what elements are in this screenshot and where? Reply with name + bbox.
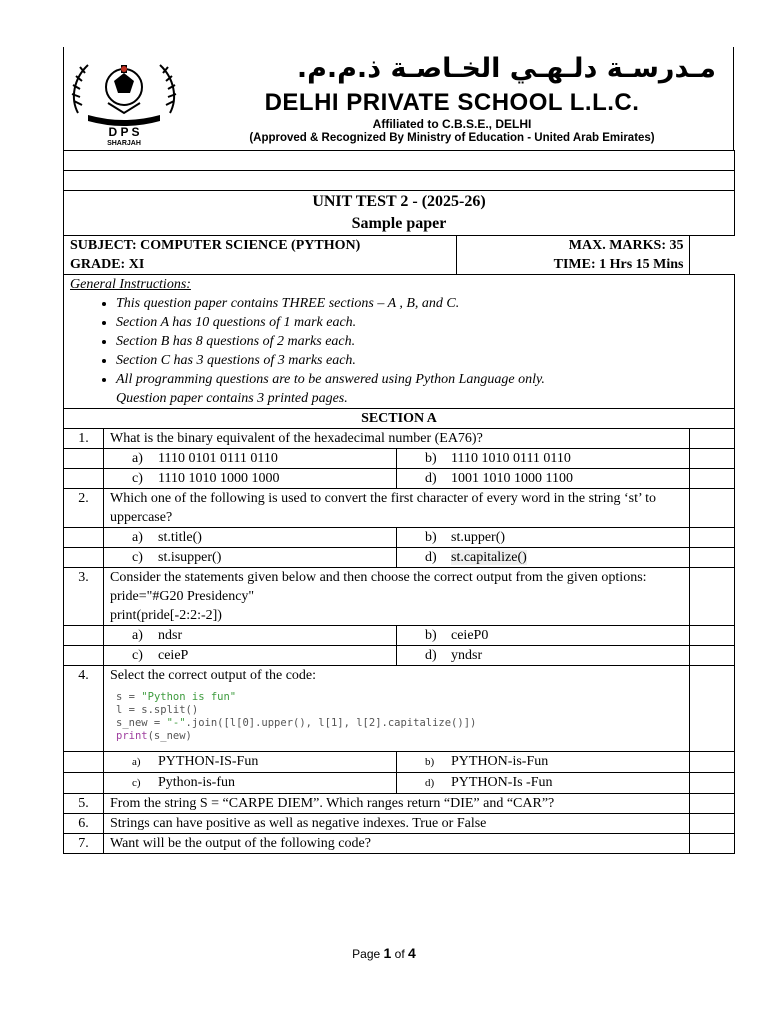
option-b: b) ceieP0 — [397, 626, 690, 646]
question-number: 6. — [64, 814, 104, 834]
question-number: 1. — [64, 429, 104, 449]
marks-cell — [690, 429, 735, 449]
option-a: a) st.title() — [104, 528, 397, 548]
option-c: c) 1110 1010 1000 1000 — [104, 469, 397, 489]
option-c: c) Python-is-fun — [104, 773, 397, 794]
question-text: Select the correct output of the code: — [110, 668, 317, 683]
option-d: d) 1001 1010 1000 1100 — [397, 469, 690, 489]
option-d: d) PYTHON-Is -Fun — [397, 773, 690, 794]
of-word: of — [394, 947, 405, 961]
instruction-item: • All programming questions are to be answered using Python Language only. — [116, 370, 728, 389]
approval-text: (Approved & Recognized By Ministry of Education - United Arab Emirates) — [249, 132, 655, 144]
question-number: 4. — [64, 666, 104, 752]
question-number: 3. — [64, 568, 104, 626]
option-c: c) st.isupper() — [104, 548, 397, 568]
instruction-item: • Section C has 3 questions of 3 marks each. — [116, 351, 728, 370]
question-text: Strings can have positive as well as negative indexes. True or False — [104, 814, 690, 834]
grade-label: GRADE: XI — [70, 257, 145, 272]
option-a: a) PYTHON-IS-Fun — [104, 752, 397, 773]
option-d: d) st.capitalize() — [397, 548, 690, 568]
school-header — [63, 47, 734, 150]
code-line: print(pride[-2:2:-2]) — [110, 608, 222, 623]
marks-time-box — [456, 236, 684, 274]
instructions-list — [70, 294, 728, 389]
pages-note: Question paper contains 3 printed pages. — [116, 391, 348, 406]
total-pages: 4 — [408, 945, 416, 961]
question-text: Consider the statements given below and then choose the correct output from the given options: — [110, 570, 647, 585]
option-a: a) 1110 0101 0111 0110 — [104, 449, 397, 469]
page-word: Page — [352, 947, 381, 961]
logo-text: D P S — [108, 125, 140, 139]
spacer-row — [64, 151, 735, 171]
section-a-heading: SECTION A — [64, 409, 735, 429]
school-name-arabic: مـدرسـة دلـهـي الخـاصـة ذ.م.م. — [296, 53, 716, 84]
option-b: b) PYTHON-is-Fun — [397, 752, 690, 773]
option-c: c) ceieP — [104, 646, 397, 666]
option-b: b) st.upper() — [397, 528, 690, 548]
max-marks-label: MAX. MARKS: 35 — [568, 237, 684, 253]
instruction-item: • This question paper contains THREE sections – A , B, and C. — [116, 294, 728, 313]
option-d: d) yndsr — [397, 646, 690, 666]
time-label: TIME: 1 Hrs 15 Mins — [553, 256, 684, 272]
question-number: 5. — [64, 794, 104, 814]
code-snippet: s = "Python is fun" l = s.split() s_new = "-".join([l[0].upper(), l[1], l[2].capitalize()]) print(s_new) — [116, 691, 477, 742]
question-text: What is the binary equivalent of the hexadecimal number (EA76)? — [104, 429, 690, 449]
code-line: pride="#G20 Presidency" — [110, 589, 255, 604]
school-name: DELHI PRIVATE SCHOOL L.L.C. — [264, 89, 640, 116]
instruction-item: • Section A has 10 questions of 1 mark each. — [116, 313, 728, 332]
spacer-row — [64, 171, 735, 191]
page-number: 1 — [383, 945, 392, 961]
instruction-item: • Section B has 8 questions of 2 marks each. — [116, 332, 728, 351]
instructions-heading: General Instructions: — [70, 277, 191, 292]
question-text: From the string S = “CARPE DIEM”. Which ranges return “DIE” and “CAR”? — [104, 794, 690, 814]
question-text: Want will be the output of the following code? — [104, 834, 690, 854]
option-b: b) 1110 1010 0111 0110 — [397, 449, 690, 469]
logo-subtext: SHARJAH — [107, 140, 141, 145]
question-number: 7. — [64, 834, 104, 854]
option-a: a) ndsr — [104, 626, 397, 646]
question-number: 2. — [64, 489, 104, 528]
exam-title: UNIT TEST 2 - (2025-26) — [312, 193, 486, 210]
exam-subtitle: Sample paper — [351, 215, 447, 232]
page-footer — [0, 945, 768, 961]
subject-divider — [456, 236, 457, 275]
school-emblem-icon — [68, 53, 180, 145]
subject-label: SUBJECT: COMPUTER SCIENCE (PYTHON) — [70, 238, 361, 253]
question-text: Which one of the following is used to convert the first character of every word in the string ‘st’ to uppercase? — [104, 489, 690, 528]
affiliation-text: Affiliated to C.B.S.E., DELHI — [372, 117, 532, 131]
